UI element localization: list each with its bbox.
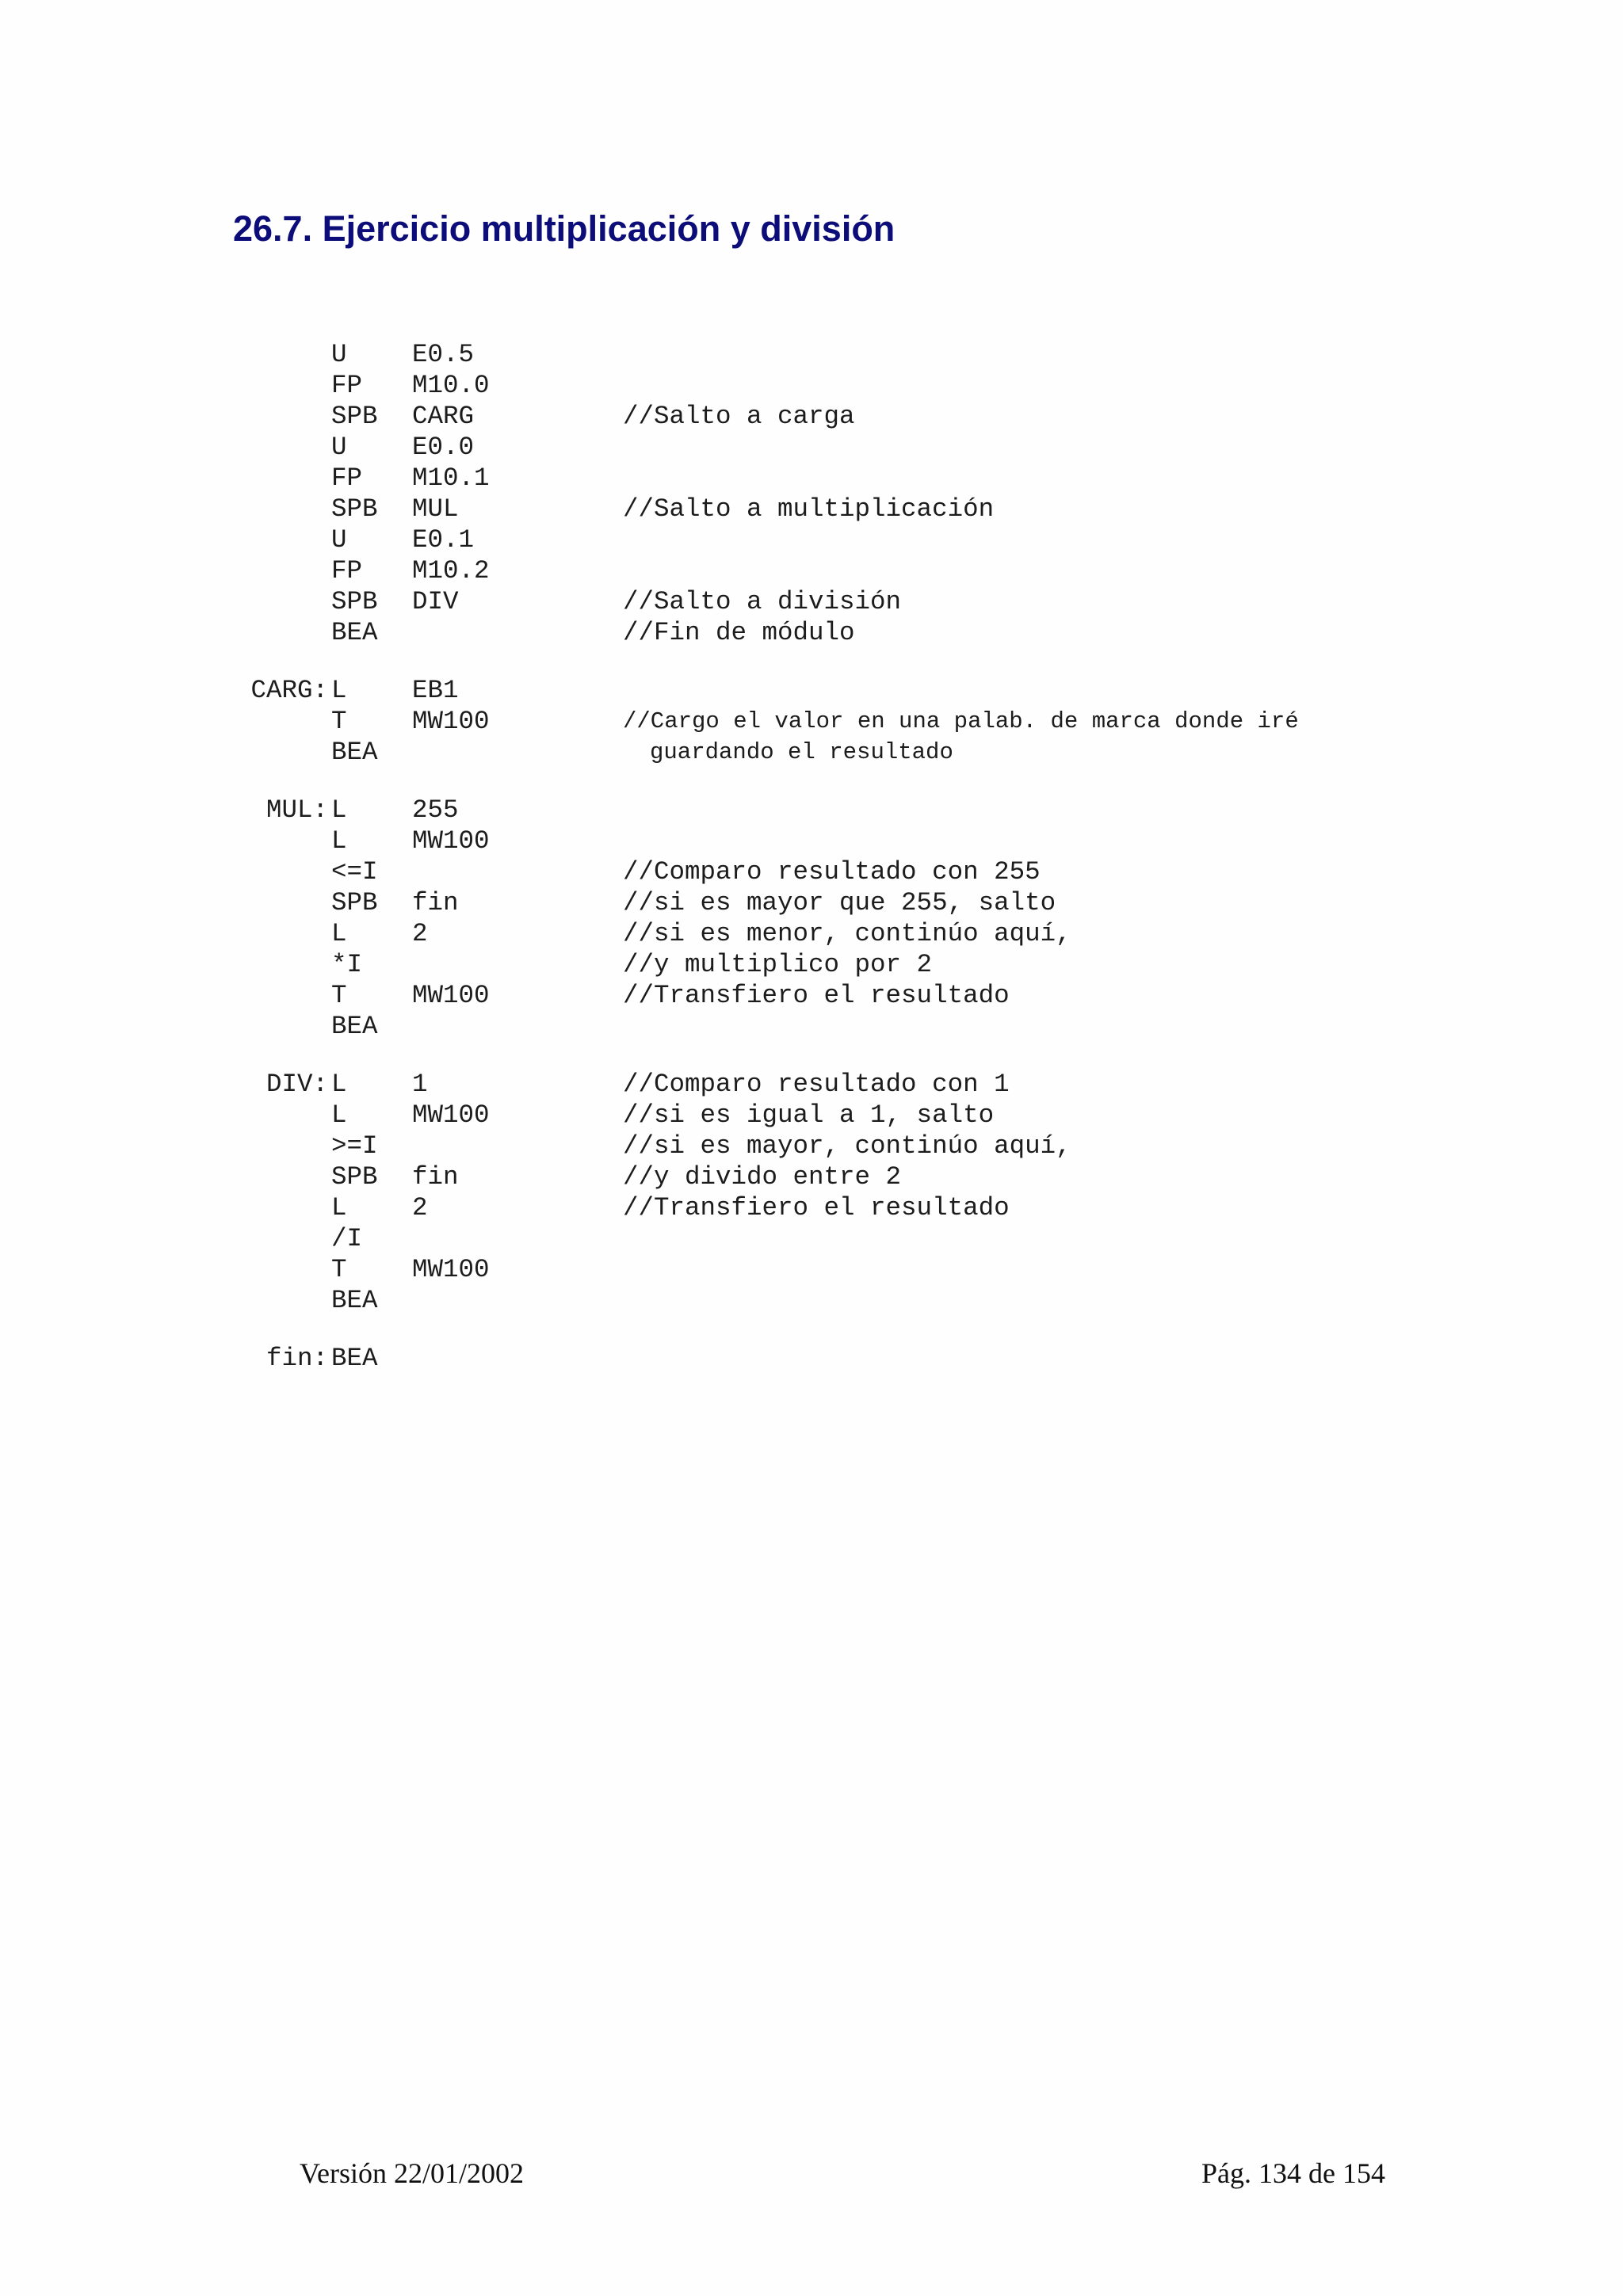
code-instruction: L xyxy=(331,795,347,825)
code-comment: //Fin de módulo xyxy=(623,618,855,647)
code-instruction: SPB xyxy=(331,494,378,524)
code-instruction: >=I xyxy=(331,1131,378,1161)
code-operand: CARG xyxy=(412,402,475,431)
code-operand: MUL xyxy=(412,494,459,524)
code-instruction: T xyxy=(331,1255,347,1284)
code-instruction: BEA xyxy=(331,1012,378,1041)
code-comment: //si es mayor, continúo aquí, xyxy=(623,1131,1071,1161)
code-operand: M10.1 xyxy=(412,463,490,493)
code-line xyxy=(0,856,1623,887)
code-line xyxy=(0,1192,1623,1223)
code-instruction: U xyxy=(331,340,347,369)
code-comment: //Salto a multiplicación xyxy=(623,494,995,524)
code-instruction: U xyxy=(331,433,347,462)
code-instruction: L xyxy=(331,919,347,948)
code-comment: //y divido entre 2 xyxy=(623,1162,902,1192)
code-instruction: FP xyxy=(331,556,363,585)
code-instruction: FP xyxy=(331,463,363,493)
code-comment-continuation: guardando el resultado xyxy=(650,739,953,765)
code-comment: //si es menor, continúo aquí, xyxy=(623,919,1071,948)
code-instruction: FP xyxy=(331,371,363,400)
footer-version: Versión 22/01/2002 xyxy=(300,2157,524,2189)
code-line xyxy=(0,370,1623,401)
code-line xyxy=(0,1254,1623,1285)
code-line xyxy=(0,494,1623,524)
code-instruction: L xyxy=(331,1193,347,1222)
code-line xyxy=(0,826,1623,856)
code-line xyxy=(0,1069,1623,1100)
code-line xyxy=(0,339,1623,370)
code-line xyxy=(0,1011,1623,1042)
code-operand: DIV xyxy=(412,587,459,616)
code-instruction: <=I xyxy=(331,857,378,887)
code-instruction: T xyxy=(331,981,347,1010)
footer-page-number: Pág. 134 de 154 xyxy=(1201,2157,1385,2189)
code-comment: //si es mayor que 255, salto xyxy=(623,888,1056,917)
code-line xyxy=(0,1223,1623,1254)
code-label: fin: xyxy=(265,1344,328,1373)
code-line xyxy=(0,617,1623,648)
code-line xyxy=(0,1343,1623,1374)
code-line xyxy=(0,524,1623,555)
code-line xyxy=(0,401,1623,432)
code-operand: M10.2 xyxy=(412,556,490,585)
section-heading: 26.7. Ejercicio multiplicación y división xyxy=(233,208,896,249)
code-instruction: BEA xyxy=(331,1344,378,1373)
code-label: MUL: xyxy=(265,795,328,825)
code-operand: E0.5 xyxy=(412,340,475,369)
code-instruction: BEA xyxy=(331,618,378,647)
code-line xyxy=(0,555,1623,586)
code-operand: MW100 xyxy=(412,981,490,1010)
code-operand: fin xyxy=(412,888,459,917)
code-instruction: BEA xyxy=(331,1286,378,1315)
code-operand: 255 xyxy=(412,795,459,825)
code-line xyxy=(0,795,1623,826)
code-comment: //Comparo resultado con 1 xyxy=(623,1070,1010,1099)
code-operand: MW100 xyxy=(412,826,490,856)
code-line xyxy=(0,887,1623,918)
code-line xyxy=(0,949,1623,980)
code-label: DIV: xyxy=(265,1070,328,1099)
code-operand: E0.1 xyxy=(412,525,475,555)
code-operand: 1 xyxy=(412,1070,428,1099)
code-line xyxy=(0,1131,1623,1161)
code-operand: E0.0 xyxy=(412,433,475,462)
code-line xyxy=(0,980,1623,1011)
code-label: CARG: xyxy=(250,676,328,705)
code-comment: //Salto a división xyxy=(623,587,902,616)
code-instruction: SPB xyxy=(331,1162,378,1192)
code-line xyxy=(0,463,1623,494)
code-instruction: SPB xyxy=(331,587,378,616)
code-comment: //si es igual a 1, salto xyxy=(623,1100,995,1130)
code-operand: MW100 xyxy=(412,1255,490,1284)
code-line xyxy=(0,1285,1623,1316)
code-line xyxy=(0,675,1623,706)
code-line xyxy=(0,586,1623,617)
code-instruction: T xyxy=(331,707,347,736)
code-instruction: /I xyxy=(331,1224,363,1253)
code-instruction: SPB xyxy=(331,888,378,917)
code-comment: //Comparo resultado con 255 xyxy=(623,857,1041,887)
code-instruction: L xyxy=(331,826,347,856)
code-operand: M10.0 xyxy=(412,371,490,400)
code-comment: //Transfiero el resultado xyxy=(623,1193,1010,1222)
code-line xyxy=(0,1100,1623,1131)
code-instruction: U xyxy=(331,525,347,555)
code-line xyxy=(0,706,1623,737)
code-instruction: *I xyxy=(331,950,363,979)
code-operand: MW100 xyxy=(412,707,490,736)
code-instruction: BEA xyxy=(331,738,378,767)
code-line xyxy=(0,432,1623,463)
code-comment: //y multiplico por 2 xyxy=(623,950,933,979)
code-instruction: SPB xyxy=(331,402,378,431)
code-line xyxy=(0,1161,1623,1192)
code-instruction: L xyxy=(331,676,347,705)
code-operand: 2 xyxy=(412,919,428,948)
code-instruction: L xyxy=(331,1100,347,1130)
code-comment: //Cargo el valor en una palab. de marca donde iré xyxy=(623,708,1299,734)
code-operand: fin xyxy=(412,1162,459,1192)
code-operand: 2 xyxy=(412,1193,428,1222)
code-comment: //Salto a carga xyxy=(623,402,855,431)
code-comment: //Transfiero el resultado xyxy=(623,981,1010,1010)
code-operand: MW100 xyxy=(412,1100,490,1130)
code-line xyxy=(0,918,1623,949)
code-line xyxy=(0,737,1623,768)
code-instruction: L xyxy=(331,1070,347,1099)
code-operand: EB1 xyxy=(412,676,459,705)
